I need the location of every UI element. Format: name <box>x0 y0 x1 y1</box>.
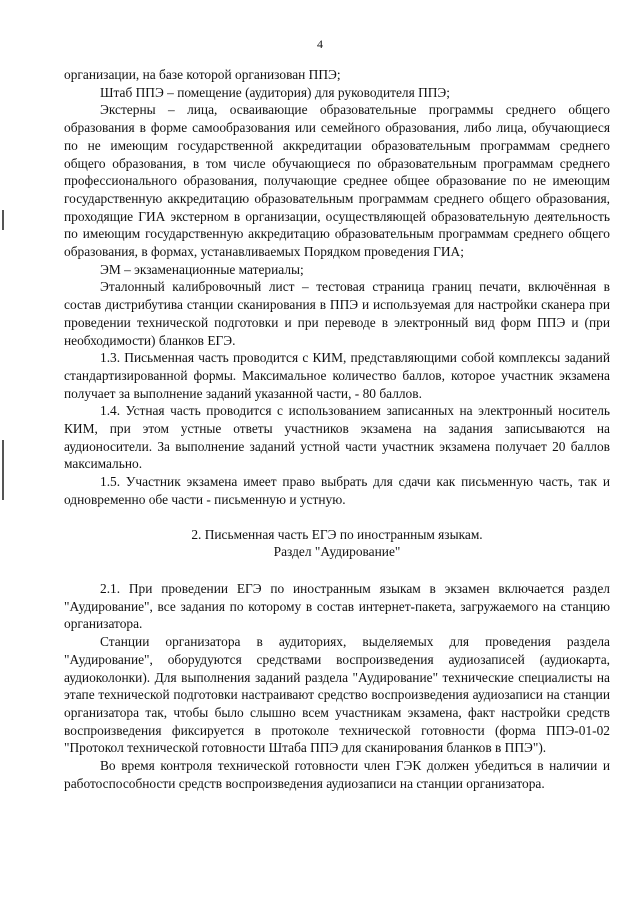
page-number: 4 <box>317 37 323 51</box>
paragraph-em: ЭМ – экзаменационные материалы; <box>100 261 304 277</box>
section-title-line2: Раздел "Аудирование" <box>273 544 401 560</box>
paragraph-stations: Станции организатора в аудиториях, выделяемых для проведения раздела "Аудирование", оборудуются средствами воспроизведения аудиозаписей (аудиокарта, аудиоколонки). Для выполнения заданий раздела "Аудирование" технические специалисты на этапе технической подготовки настраивают средство воспроизведения аудиозаписи на станции организатора так, чтобы было слышно всем участникам экзамена, факт настройки средств воспроизведения фиксируется в протоколе технической готовности (форма ППЭ-01-02 "Протокол технической готовности Штаба ППЭ для сканирования бланков в ППЭ"). <box>64 634 610 756</box>
paragraph-2-1: 2.1. При проведении ЕГЭ по иностранным языкам в экзамен включается раздел "Аудирование", все задания по которому в состав интернет-пакета, загружаемого на станцию организатора. <box>64 580 610 632</box>
paragraph-continuation: организации, на базе которой организован ППЭ; <box>64 67 341 82</box>
paragraph-eksterny: Экстерны – лица, осваивающие образовательные программы среднего общего образования в форме самообразования или семейного образования, либо лица, обучающиеся по не имеющим государственной аккредитации образовательным программам среднего общего образования, в том числе обучающиеся по образовательным программам среднего профессионального образования, получающие среднее общее образование по не имеющим государственную аккредитацию образовательным программам среднего общего образования, проходящие ГИА экстерном в организации, осуществляющей образовательную деятельность по имеющим государственную аккредитацию образовательным программам среднего общего образования, в формах, устанавливаемых Порядком проведения ГИА; <box>64 102 610 260</box>
document-body <box>64 66 610 792</box>
paragraph-calibration-sheet: Эталонный калибровочный лист – тестовая страница границ печати, включённая в состав дистрибутива станции сканирования в ППЭ и используемая для настройки сканера при проведении технической подготовки и при переводе в электронный вид форм ППЭ и (при необходимости) бланков ЕГЭ. <box>64 279 610 348</box>
paragraph-shtab-ppe: Штаб ППЭ – помещение (аудитория) для руководителя ППЭ; <box>100 84 450 100</box>
paragraph-1-5: 1.5. Участник экзамена имеет право выбрать для сдачи как письменную часть, так и одновременно обе части - письменную и устную. <box>64 474 610 507</box>
section-title-line1: 2. Письменная часть ЕГЭ по иностранным языкам. <box>191 526 483 542</box>
paragraph-gek-control: Во время контроля технической готовности член ГЭК должен убедиться в наличии и работоспособности средств воспроизведения аудиозаписи на станции организатора. <box>64 758 610 791</box>
scan-edge-mark-upper <box>2 210 4 230</box>
paragraph-1-3: 1.3. Письменная часть проводится с КИМ, представляющими собой комплексы заданий стандартизированной формы. Максимальное количество баллов, которое участник экзамена получает за выполнение заданий указанной части, - 80 баллов. <box>64 350 610 401</box>
scan-edge-mark-lower <box>2 440 4 500</box>
paragraph-1-4: 1.4. Устная часть проводится с использованием записанных на электронный носитель КИМ, при этом устные ответы участников экзамена на задания записываются на аудионосители. За выполнение заданий устной части участник экзамена получает 20 баллов максимально. <box>64 403 610 472</box>
spacer <box>64 509 610 526</box>
spacer <box>64 561 610 580</box>
